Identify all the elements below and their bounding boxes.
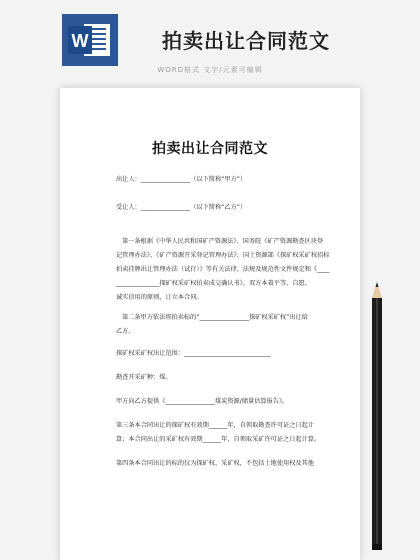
header-title: 拍卖出让合同范文 bbox=[162, 29, 330, 53]
svg-text:W: W bbox=[71, 31, 89, 51]
doc-line: 第二条甲方依法将拍卖标的“________________探矿权采矿权”出让给 bbox=[122, 314, 308, 321]
doc-line: 受让人：________________（以下简称“乙方”） bbox=[116, 204, 247, 211]
header bbox=[0, 0, 420, 80]
doc-line: 出让人：________________（以下简称“甲方”） bbox=[116, 176, 247, 183]
header-subtitle: WORD格式 文字/元素可编辑 bbox=[157, 66, 263, 74]
doc-line: 甲方向乙方提供《________________煤炭资源/储量估算报告》。 bbox=[116, 398, 289, 405]
doc-line: 第三条本合同出让的探矿权有效期______年，自领取勘查许可证之日起计 bbox=[116, 422, 314, 429]
doc-line: 探矿权采矿权出让范围：____________________________ bbox=[116, 350, 271, 357]
doc-line: 算；本合同出让的采矿权有效期______年，自领取采矿许可证之日起计算。 bbox=[116, 436, 321, 443]
doc-line: 第四条本合同出让的标的仅为探矿权、采矿权，不包括土地使用权及其他 bbox=[116, 460, 314, 467]
document-page bbox=[60, 88, 360, 560]
doc-line: 乙方。 bbox=[116, 328, 135, 335]
doc-line: 第一条根据《中华人民共和国矿产资源法》、国务院《矿产资源勘查区块登 bbox=[122, 238, 324, 245]
doc-line: 诚实信用的原则，订立本合同。 bbox=[116, 294, 203, 301]
document-title: 拍卖出让合同范文 bbox=[152, 141, 268, 157]
doc-line: 记管理办法》、《矿产资源开采登记管理办法》、国土资源部《探矿权采矿权招标 bbox=[116, 252, 330, 259]
doc-line: 拍卖挂牌出让管理办法（试行）》等有关法律、法规及规范性文件规定和《____ bbox=[116, 266, 330, 273]
pencil-icon bbox=[368, 282, 386, 554]
doc-line: ______________探矿权采矿权拍卖成交确认书》，双方本着平等、自愿、 bbox=[116, 280, 311, 287]
doc-line: 勘查开采矿种：煤。 bbox=[116, 374, 172, 381]
word-icon bbox=[62, 14, 118, 66]
